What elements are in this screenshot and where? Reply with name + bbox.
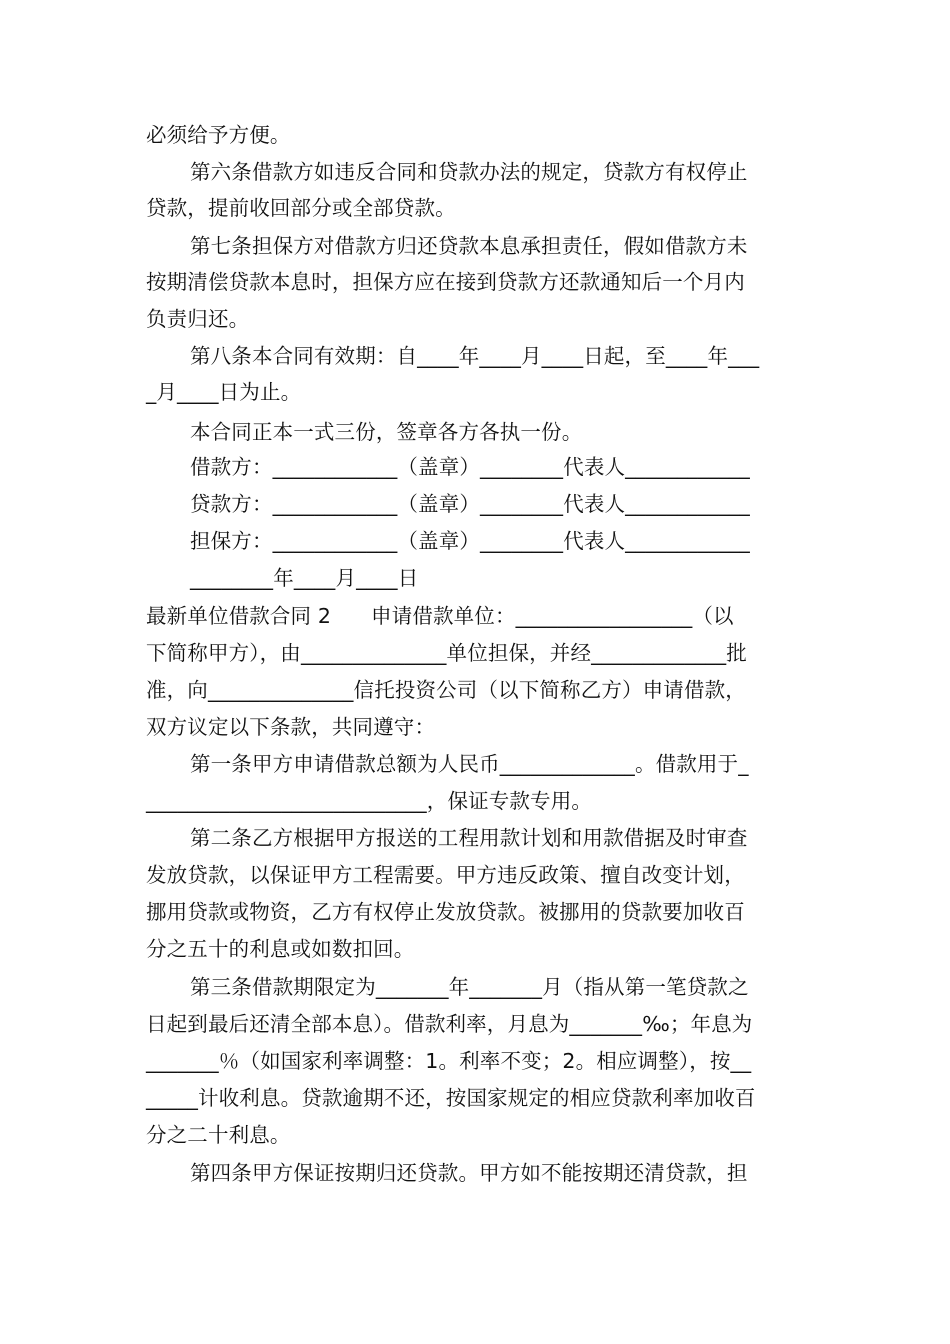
text-line: 必须给予方便。 — [146, 123, 291, 147]
clause-7-line: 第七条担保方对借款方归还贷款本息承担责任，假如借款方未 — [190, 234, 748, 258]
text-line: _月____日为止。 — [146, 380, 302, 404]
text-line: _______％（如国家利率调整：1。利率不变；2。相应调整），按__ — [146, 1049, 752, 1073]
text-line: 双方议定以下条款，共同遵守： — [146, 715, 436, 739]
clause-6-line: 第六条借款方如违反合同和贷款办法的规定，贷款方有权停止 — [190, 160, 748, 184]
guarantor-signature-line: 担保方：____________（盖章）________代表人____________ — [190, 529, 750, 553]
date-line: ________年____月____日 — [190, 566, 419, 590]
text-line: 分之五十的利息或如数扣回。 — [146, 937, 415, 961]
text-line: _____计收利息。贷款逾期不还，按国家规定的相应贷款利率加收百 — [146, 1086, 756, 1110]
text-line: ___________________________，保证专款专用。 — [146, 789, 592, 813]
text-line: 贷款，提前收回部分或全部贷款。 — [146, 196, 456, 220]
text-line: 分之二十利息。 — [146, 1123, 291, 1147]
text-line: 日起到最后还清全部本息）。借款利率，月息为_______‰；年息为 — [146, 1012, 753, 1036]
text-line: 负责归还。 — [146, 307, 250, 331]
lender-signature-line: 贷款方：____________（盖章）________代表人____________ — [190, 492, 750, 516]
clause-1-line: 第一条甲方申请借款总额为人民币_____________。借款用于_ — [190, 752, 749, 776]
text-line: 准，向______________信托投资公司（以下简称乙方）申请借款， — [146, 678, 746, 702]
text-line: 发放贷款，以保证甲方工程需要。甲方违反政策、擅自改变计划， — [146, 863, 745, 887]
text-line: 挪用贷款或物资，乙方有权停止发放贷款。被挪用的贷款要加收百 — [146, 900, 745, 924]
clause-8-line: 第八条本合同有效期：自____年____月____日起，至____年___ — [190, 344, 760, 368]
text-line: 下简称甲方），由______________单位担保，并经_____________批 — [146, 641, 747, 665]
clause-3-line: 第三条借款期限定为_______年_______月（指从第一笔贷款之 — [190, 975, 749, 999]
text-line: 按期清偿贷款本息时，担保方应在接到贷款方还款通知后一个月内 — [146, 270, 745, 294]
copies-line: 本合同正本一式三份，签章各方各执一份。 — [190, 420, 583, 444]
clause-2-line: 第二条乙方根据甲方报送的工程用款计划和用款借据及时审查 — [190, 826, 748, 850]
contract-2-heading: 最新单位借款合同 2 申请借款单位：_________________（以 — [146, 604, 734, 628]
borrower-signature-line: 借款方：____________（盖章）________代表人____________ — [190, 455, 750, 479]
clause-4-line: 第四条甲方保证按期归还贷款。甲方如不能按期还清贷款，担 — [190, 1161, 748, 1185]
